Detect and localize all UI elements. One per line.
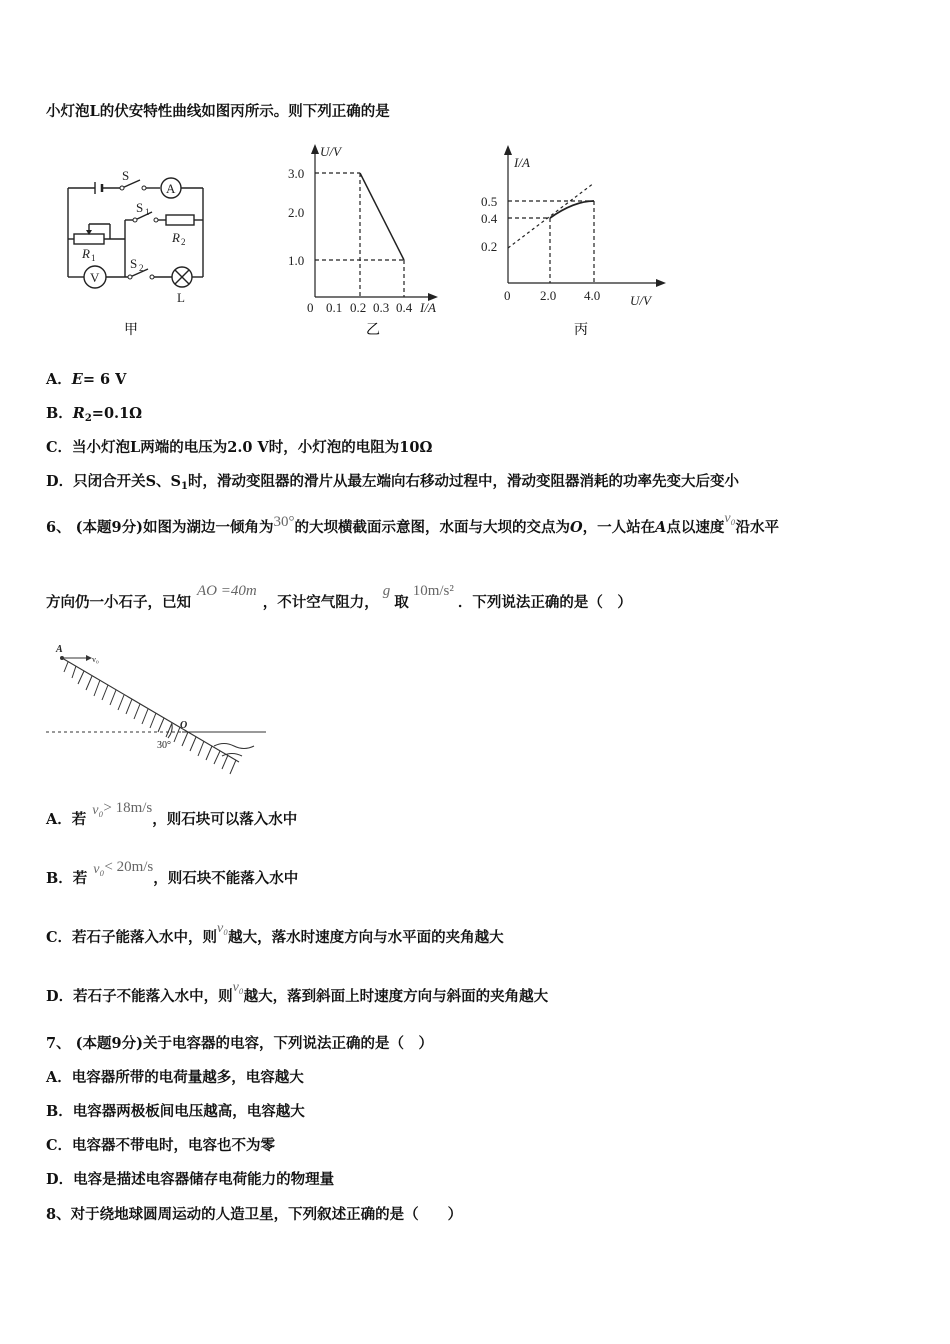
q7-option-b: B．电容器两极板间电压越高，电容越大 (46, 1103, 305, 1120)
dam-label-v0: v₀ (92, 655, 99, 664)
graph-bing (478, 145, 668, 340)
dam-label-A: A (56, 644, 63, 655)
bing-xtick: 4.0 (584, 288, 601, 303)
label-V: V (90, 270, 100, 285)
q6-option-a: A．若v₀> 18m/s，则石块可以落入水中 (46, 800, 298, 828)
bing-xtick: 2.0 (540, 288, 557, 303)
svg-text:2: 2 (139, 263, 144, 273)
yi-xtick: 0.2 (350, 300, 367, 315)
svg-text:1: 1 (91, 253, 96, 263)
bing-ytick: 0.5 (481, 194, 498, 209)
bing-ytick: 0.4 (481, 211, 498, 226)
q6-option-b: B．若v₀< 20m/s，则石块不能落入水中 (46, 859, 299, 887)
label-L: L (177, 290, 185, 305)
circuit-diagram (60, 160, 220, 340)
q5-option-a: A．E= 6 V (46, 371, 127, 388)
yi-ytick: 3.0 (288, 166, 305, 181)
q5-option-d: D．只闭合开关S、$S_1$时，滑动变阻器的滑片从最左端向右移动过程中，滑动变阻器消耗的功率先变大后变小 (46, 473, 739, 492)
label-S2: S (130, 256, 138, 271)
label-A: A (166, 181, 176, 196)
q5-option-b: B．$R_2=0.1\Omega$ (46, 405, 143, 424)
label-R1: R (82, 246, 90, 261)
svg-text:1: 1 (145, 207, 150, 217)
yi-ytick: 1.0 (288, 253, 305, 268)
bing-xlabel: U/V (630, 293, 651, 308)
q6-option-c: C．若石子能落入水中，则v₀越大，落水时速度方向与水平面的夹角越大 (46, 921, 504, 946)
yi-xtick: 0.1 (326, 300, 343, 315)
svg-text:2: 2 (181, 237, 186, 247)
bing-ylabel: I/A (514, 155, 530, 170)
q5-option-c: C．当小灯泡L两端的电压为2.0 V时，小灯泡的电阻为10Ω (46, 439, 433, 456)
label-S: S (122, 168, 130, 183)
yi-xtick: 0.4 (396, 300, 413, 315)
bing-ytick: 0.2 (481, 239, 498, 254)
bing-origin: 0 (504, 288, 511, 303)
dam-label-O: O (180, 720, 188, 731)
graph-yi (280, 140, 450, 340)
q7-stem: 7、 (本题9分)关于电容器的电容，下列说法正确的是（ ） (46, 1035, 433, 1052)
dam-diagram (44, 642, 269, 782)
label-S1: S (136, 200, 144, 215)
yi-xlabel: I/A (420, 300, 436, 315)
caption-jia: 甲 (124, 323, 138, 338)
q8-stem: 8、对于绕地球圆周运动的人造卫星，下列叙述正确的是（ ） (46, 1206, 463, 1223)
q7-option-a: A．电容器所带的电荷量越多，电容越大 (46, 1069, 304, 1086)
yi-ylabel: U/V (320, 144, 341, 159)
q6-stem-line2: 方向仍一小石子，已知AO =40m，不计空气阻力，g取10m/s²．下列说法正确的是（ ） (46, 583, 632, 611)
q7-option-d: D．电容是描述电容器储存电荷能力的物理量 (46, 1171, 335, 1188)
dam-label-angle: 30° (157, 740, 171, 751)
q6-option-d: D．若石子不能落入水中，则v₀越大，落到斜面上时速度方向与斜面的夹角越大 (46, 980, 549, 1005)
intro-text: 小灯泡L的伏安特性曲线如图丙所示。则下列正确的是 (46, 103, 390, 120)
q7-option-c: C．电容器不带电时，电容也不为零 (46, 1137, 276, 1154)
caption-yi: 乙 (366, 323, 380, 338)
yi-origin: 0 (307, 300, 314, 315)
label-R2: R (172, 230, 180, 245)
yi-xtick: 0.3 (373, 300, 390, 315)
caption-bing: 丙 (574, 323, 588, 338)
q6-stem-line1: 6、 (本题9分)如图为湖边一倾角为30°的大坝横截面示意图，水面与大坝的交点为O，一人站在A点以速度v₀沿水平 (46, 511, 779, 536)
yi-ytick: 2.0 (288, 205, 305, 220)
